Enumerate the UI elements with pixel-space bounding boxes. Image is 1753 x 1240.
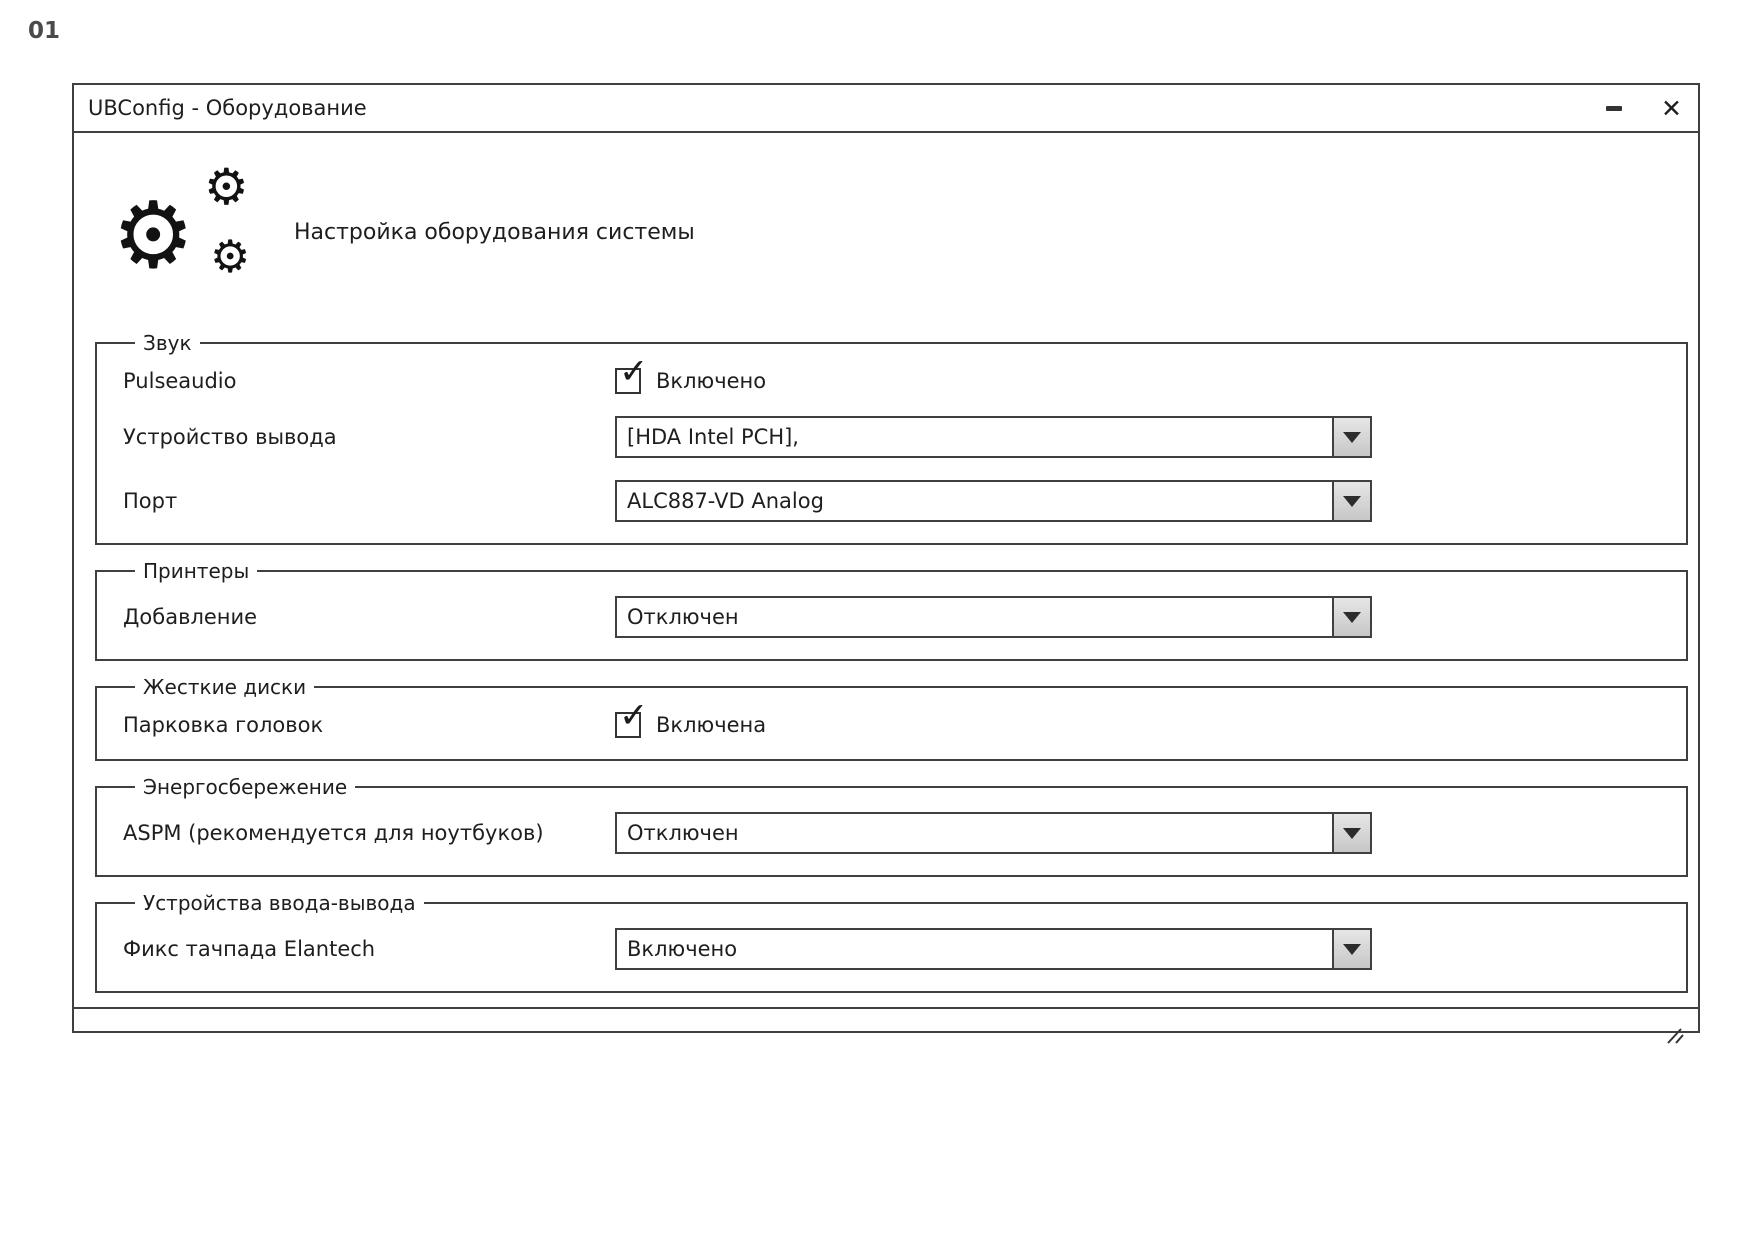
port-dropdown-button[interactable] <box>1332 482 1370 520</box>
group-power-saving-legend: Энергосбережение <box>143 775 348 799</box>
head-parking-checkbox[interactable] <box>615 696 649 738</box>
check-icon: ✓ <box>619 352 649 392</box>
group-io-devices-legend: Устройства ввода-вывода <box>143 891 416 915</box>
head-parking-control <box>615 696 767 738</box>
printer-add-dropdown-button[interactable] <box>1332 598 1370 636</box>
output-device-dropdown[interactable] <box>615 416 1372 458</box>
aspm-dropdown-button[interactable] <box>1332 814 1370 852</box>
resize-grip[interactable] <box>1664 1027 1686 1045</box>
form-row <box>123 585 1674 649</box>
aspm-control <box>615 812 1372 854</box>
window-title: UBConfig - Оборудование <box>88 96 367 120</box>
status-bar <box>74 1007 1698 1053</box>
pulseaudio-checkbox[interactable] <box>615 352 649 394</box>
group-io-devices <box>95 891 1688 993</box>
gear-large-icon: ⚙ <box>112 182 195 289</box>
elantech-fix-dropdown[interactable] <box>615 928 1372 970</box>
printer-add-dropdown[interactable] <box>615 596 1372 638</box>
aspm-dropdown[interactable] <box>615 812 1372 854</box>
close-button[interactable] <box>1661 93 1682 123</box>
form-row <box>123 469 1674 533</box>
header <box>74 133 1698 331</box>
port-dropdown[interactable] <box>615 480 1372 522</box>
pulseaudio-label: Pulseaudio <box>123 369 237 393</box>
gears-icon <box>112 158 272 302</box>
pulseaudio-checkbox-label: Включено <box>656 369 767 393</box>
group-hard-drives-legend: Жесткие диски <box>143 675 307 699</box>
group-sound <box>95 331 1688 545</box>
minimize-icon <box>1606 106 1622 111</box>
check-icon: ✓ <box>619 696 649 736</box>
port-control <box>615 480 1372 522</box>
group-power-saving <box>95 775 1688 877</box>
printer-add-control <box>615 596 1372 638</box>
page-label: 01 <box>28 18 61 44</box>
group-printers-legend: Принтеры <box>143 559 250 583</box>
elantech-fix-dropdown-button[interactable] <box>1332 930 1370 968</box>
output-device-dropdown-button[interactable] <box>1332 418 1370 456</box>
chevron-down-icon <box>1343 828 1361 839</box>
head-parking-checkbox-label: Включена <box>656 713 767 737</box>
ubconfig-window <box>72 83 1700 1033</box>
aspm-label: ASPM (рекомендуется для ноутбуков) <box>123 821 544 845</box>
pulseaudio-control <box>615 352 767 394</box>
chevron-down-icon <box>1343 612 1361 623</box>
chevron-down-icon <box>1343 432 1361 443</box>
header-text: Настройка оборудования системы <box>294 219 695 245</box>
group-printers <box>95 559 1688 661</box>
minimize-button[interactable] <box>1603 97 1625 119</box>
form-row <box>123 801 1674 865</box>
printer-add-label: Добавление <box>123 605 258 629</box>
chevron-down-icon <box>1343 944 1361 955</box>
form-row <box>123 696 1674 749</box>
chevron-down-icon <box>1343 496 1361 507</box>
gear-medium-icon: ⚙ <box>204 158 249 216</box>
elantech-fix-control <box>615 928 1372 970</box>
group-hard-drives <box>95 675 1688 761</box>
head-parking-label: Парковка головок <box>123 713 324 737</box>
port-value: ALC887-VD Analog <box>627 489 824 513</box>
form-row <box>123 405 1674 469</box>
output-device-control <box>615 416 1372 458</box>
aspm-value: Отключен <box>627 821 739 845</box>
port-label: Порт <box>123 489 178 513</box>
form-row <box>123 352 1674 405</box>
window-controls <box>1603 93 1682 123</box>
titlebar[interactable] <box>74 85 1698 133</box>
form-row <box>123 917 1674 981</box>
elantech-fix-value: Включено <box>627 937 738 961</box>
gear-small-icon: ⚙ <box>210 230 251 283</box>
output-device-value: [HDA Intel PCH], <box>627 425 799 449</box>
output-device-label: Устройство вывода <box>123 425 337 449</box>
close-icon: ✕ <box>1661 93 1682 123</box>
group-sound-legend: Звук <box>143 331 192 355</box>
printer-add-value: Отключен <box>627 605 739 629</box>
elantech-fix-label: Фикс тачпада Elantech <box>123 937 376 961</box>
